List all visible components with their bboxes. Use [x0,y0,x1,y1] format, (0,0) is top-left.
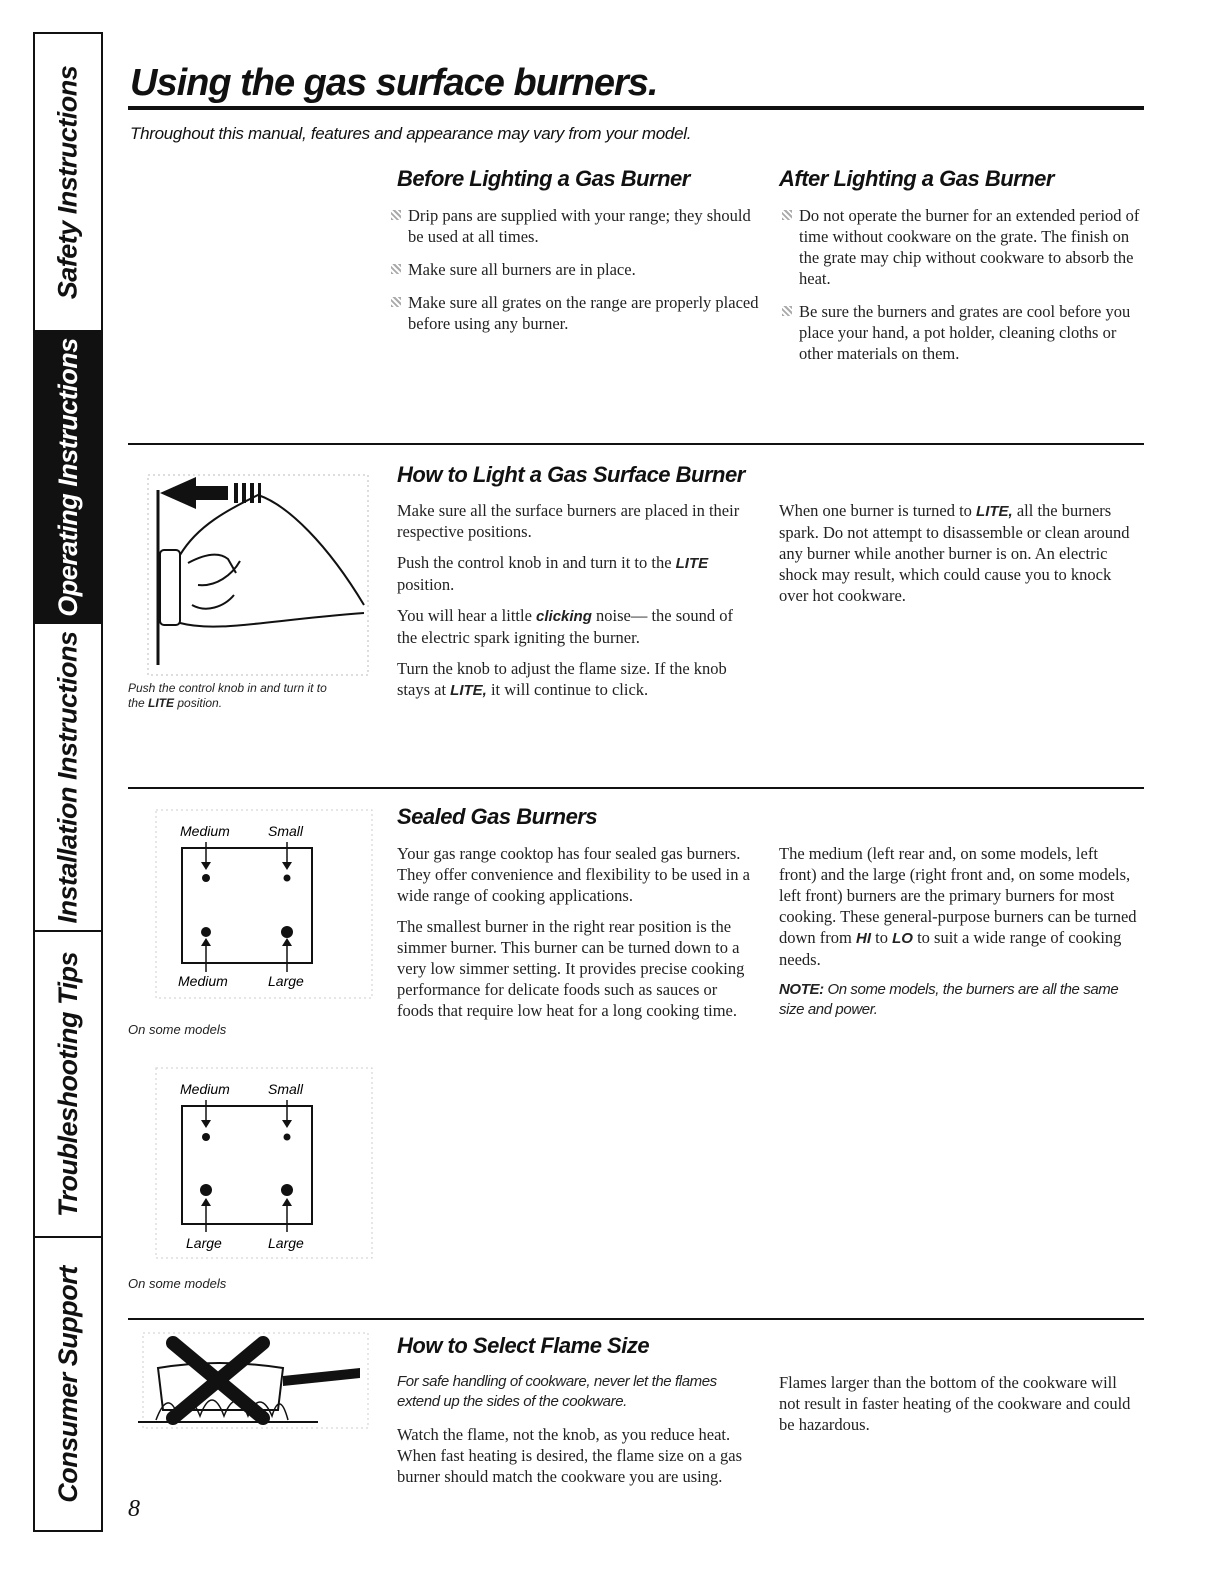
page-title: Using the gas surface burners. [130,62,658,104]
light-paragraph-2: Push the control knob in and turn it to the LITE position. [397,553,709,594]
tab-troubleshooting-tips[interactable] [35,932,101,1238]
light-warning-paragraph: When one burner is turned to LITE, all the burners spark. Do not attempt to disassemble or clean around any burner while another burner is on. An electric shock may result, which could cause you to knock over hot cookware. [779,501,1130,605]
list-item: Drip pans are supplied with your range; they should be used at all times. [388,205,768,247]
saucepan-handle [283,1368,360,1386]
light-paragraph-1: Make sure all the surface burners are placed in their respective positions. [397,501,740,541]
diagram-label-top-left: Medium [180,1081,230,1097]
flame-paragraph-1: Watch the flame, not the knob, as you reduce heat. When fast heating is desired, the flame size on a gas burner should match the cookware you are using. [397,1425,743,1486]
before-list-column [388,205,768,346]
diagram-1-caption: On some models [128,1022,227,1037]
diagram-label-top-right: Small [268,1081,304,1097]
bullet-icon [391,264,401,274]
list-item: Do not operate the burner for an extended period of time without cookware on the grate. The finish on the grate may chip without cookware to absorb the heat. [779,205,1149,289]
burner-left-rear [202,1133,210,1141]
tab-installation-instructions[interactable] [35,624,101,932]
control-knob-icon [160,550,180,625]
tab-label: Installation Instructions [52,630,83,924]
sealed-paragraph-2: The smallest burner in the right rear position is the simmer burner. This burner can be turned down to a very low simmer setting. It provides precise cooking performance for delicate foods such as sauces or foods that require low heat for a long cooking time. [397,917,745,1020]
flame-heading: How to Select Flame Size [397,1333,650,1358]
flame-right-column [779,1372,1139,1445]
after-heading: After Lighting a Gas Burner [779,166,1054,191]
list-item: Be sure the burners and grates are cool before you place your hand, a pot holder, cleaning cloths or other materials on them. [779,301,1149,364]
section-tab-strip [33,32,103,1532]
knob-push-illustration [128,455,378,680]
bullet-icon [391,297,401,307]
burner-left-rear [202,874,210,882]
diagram-label-top-left: Medium [180,823,230,839]
page-subtitle: Throughout this manual, features and appearance may vary from your model. [130,124,692,143]
cooktop-outline [182,1106,312,1224]
tab-consumer-support[interactable] [35,1238,101,1530]
diagram-label-bottom-right: Large [268,973,304,989]
burner-left-front [200,1184,212,1196]
burner-left-front [201,927,211,937]
tab-label: Operating Instructions [52,337,83,617]
list-item: Make sure all burners are in place. [388,259,768,280]
light-paragraph-3: You will hear a little clicking noise— the sound of the electric spark igniting the burner. [397,606,734,647]
bullet-icon [782,306,792,316]
diagram-label-bottom-left: Large [186,1235,222,1251]
burner-right-rear [284,875,291,882]
diagram-label-bottom-right: Large [268,1235,304,1251]
burner-layout-diagram-1 [150,800,380,1010]
bullet-icon [782,210,792,220]
knob-caption: Push the control knob in and turn it to the LITE position. [128,681,327,710]
section-divider [128,787,1144,789]
list-item: Make sure all grates on the range are properly placed before using any burner. [388,292,768,334]
sealed-right-column [779,843,1139,1030]
burner-right-front [281,1184,293,1196]
push-arrow-icon [160,477,228,509]
light-heading: How to Light a Gas Surface Burner [397,462,745,487]
title-divider [128,106,1144,110]
burner-right-front [281,926,293,938]
diagram-label-bottom-left: Medium [178,973,228,989]
tab-label: Safety Instructions [52,65,83,299]
section-divider [128,1318,1144,1320]
light-left-column [397,500,757,711]
burner-layout-diagram-2 [150,1060,380,1265]
light-right-column [779,500,1139,616]
page-number: 8 [128,1496,140,1522]
burner-right-rear [284,1134,291,1141]
diagram-label-top-right: Small [268,823,304,839]
sealed-left-column [397,843,757,1031]
sealed-paragraph-1: Your gas range cooktop has four sealed gas burners. They offer convenience and flexibility to be used in a wide range of cooking applications. [397,844,750,905]
tab-operating-instructions[interactable] [35,332,101,624]
light-paragraph-4: Turn the knob to adjust the flame size. If the knob stays at LITE, it will continue to click. [397,659,727,699]
tab-label: Troubleshooting Tips [52,951,83,1217]
hand-icon [180,495,364,627]
oversized-flame-illustration [128,1328,378,1438]
after-list-column [779,205,1149,376]
bullet-icon [391,210,401,220]
tab-label: Consumer Support [52,1265,83,1503]
tab-safety-instructions[interactable] [35,34,101,332]
flame-paragraph-2: Flames larger than the bottom of the cookware will not result in faster heating of the cookware and could be hazardous. [779,1373,1131,1434]
section-divider [128,443,1144,445]
sealed-heading: Sealed Gas Burners [397,804,598,829]
sealed-note: NOTE: On some models, the burners are all the same size and power. [779,981,1119,1018]
before-heading: Before Lighting a Gas Burner [397,166,690,191]
flame-safety-note: For safe handling of cookware, never let the flames extend up the sides of the cookware. [397,1373,717,1410]
sealed-paragraph-3: The medium (left rear and, on some models, left front) and the large (right front and, on some models, left front) burners are the primary burners for most cooking. These general-purpose burners can be turned down from HI to LO to suit a wide range of cooking needs. [779,844,1137,969]
diagram-2-caption: On some models [128,1276,227,1291]
flame-left-column [397,1372,757,1487]
